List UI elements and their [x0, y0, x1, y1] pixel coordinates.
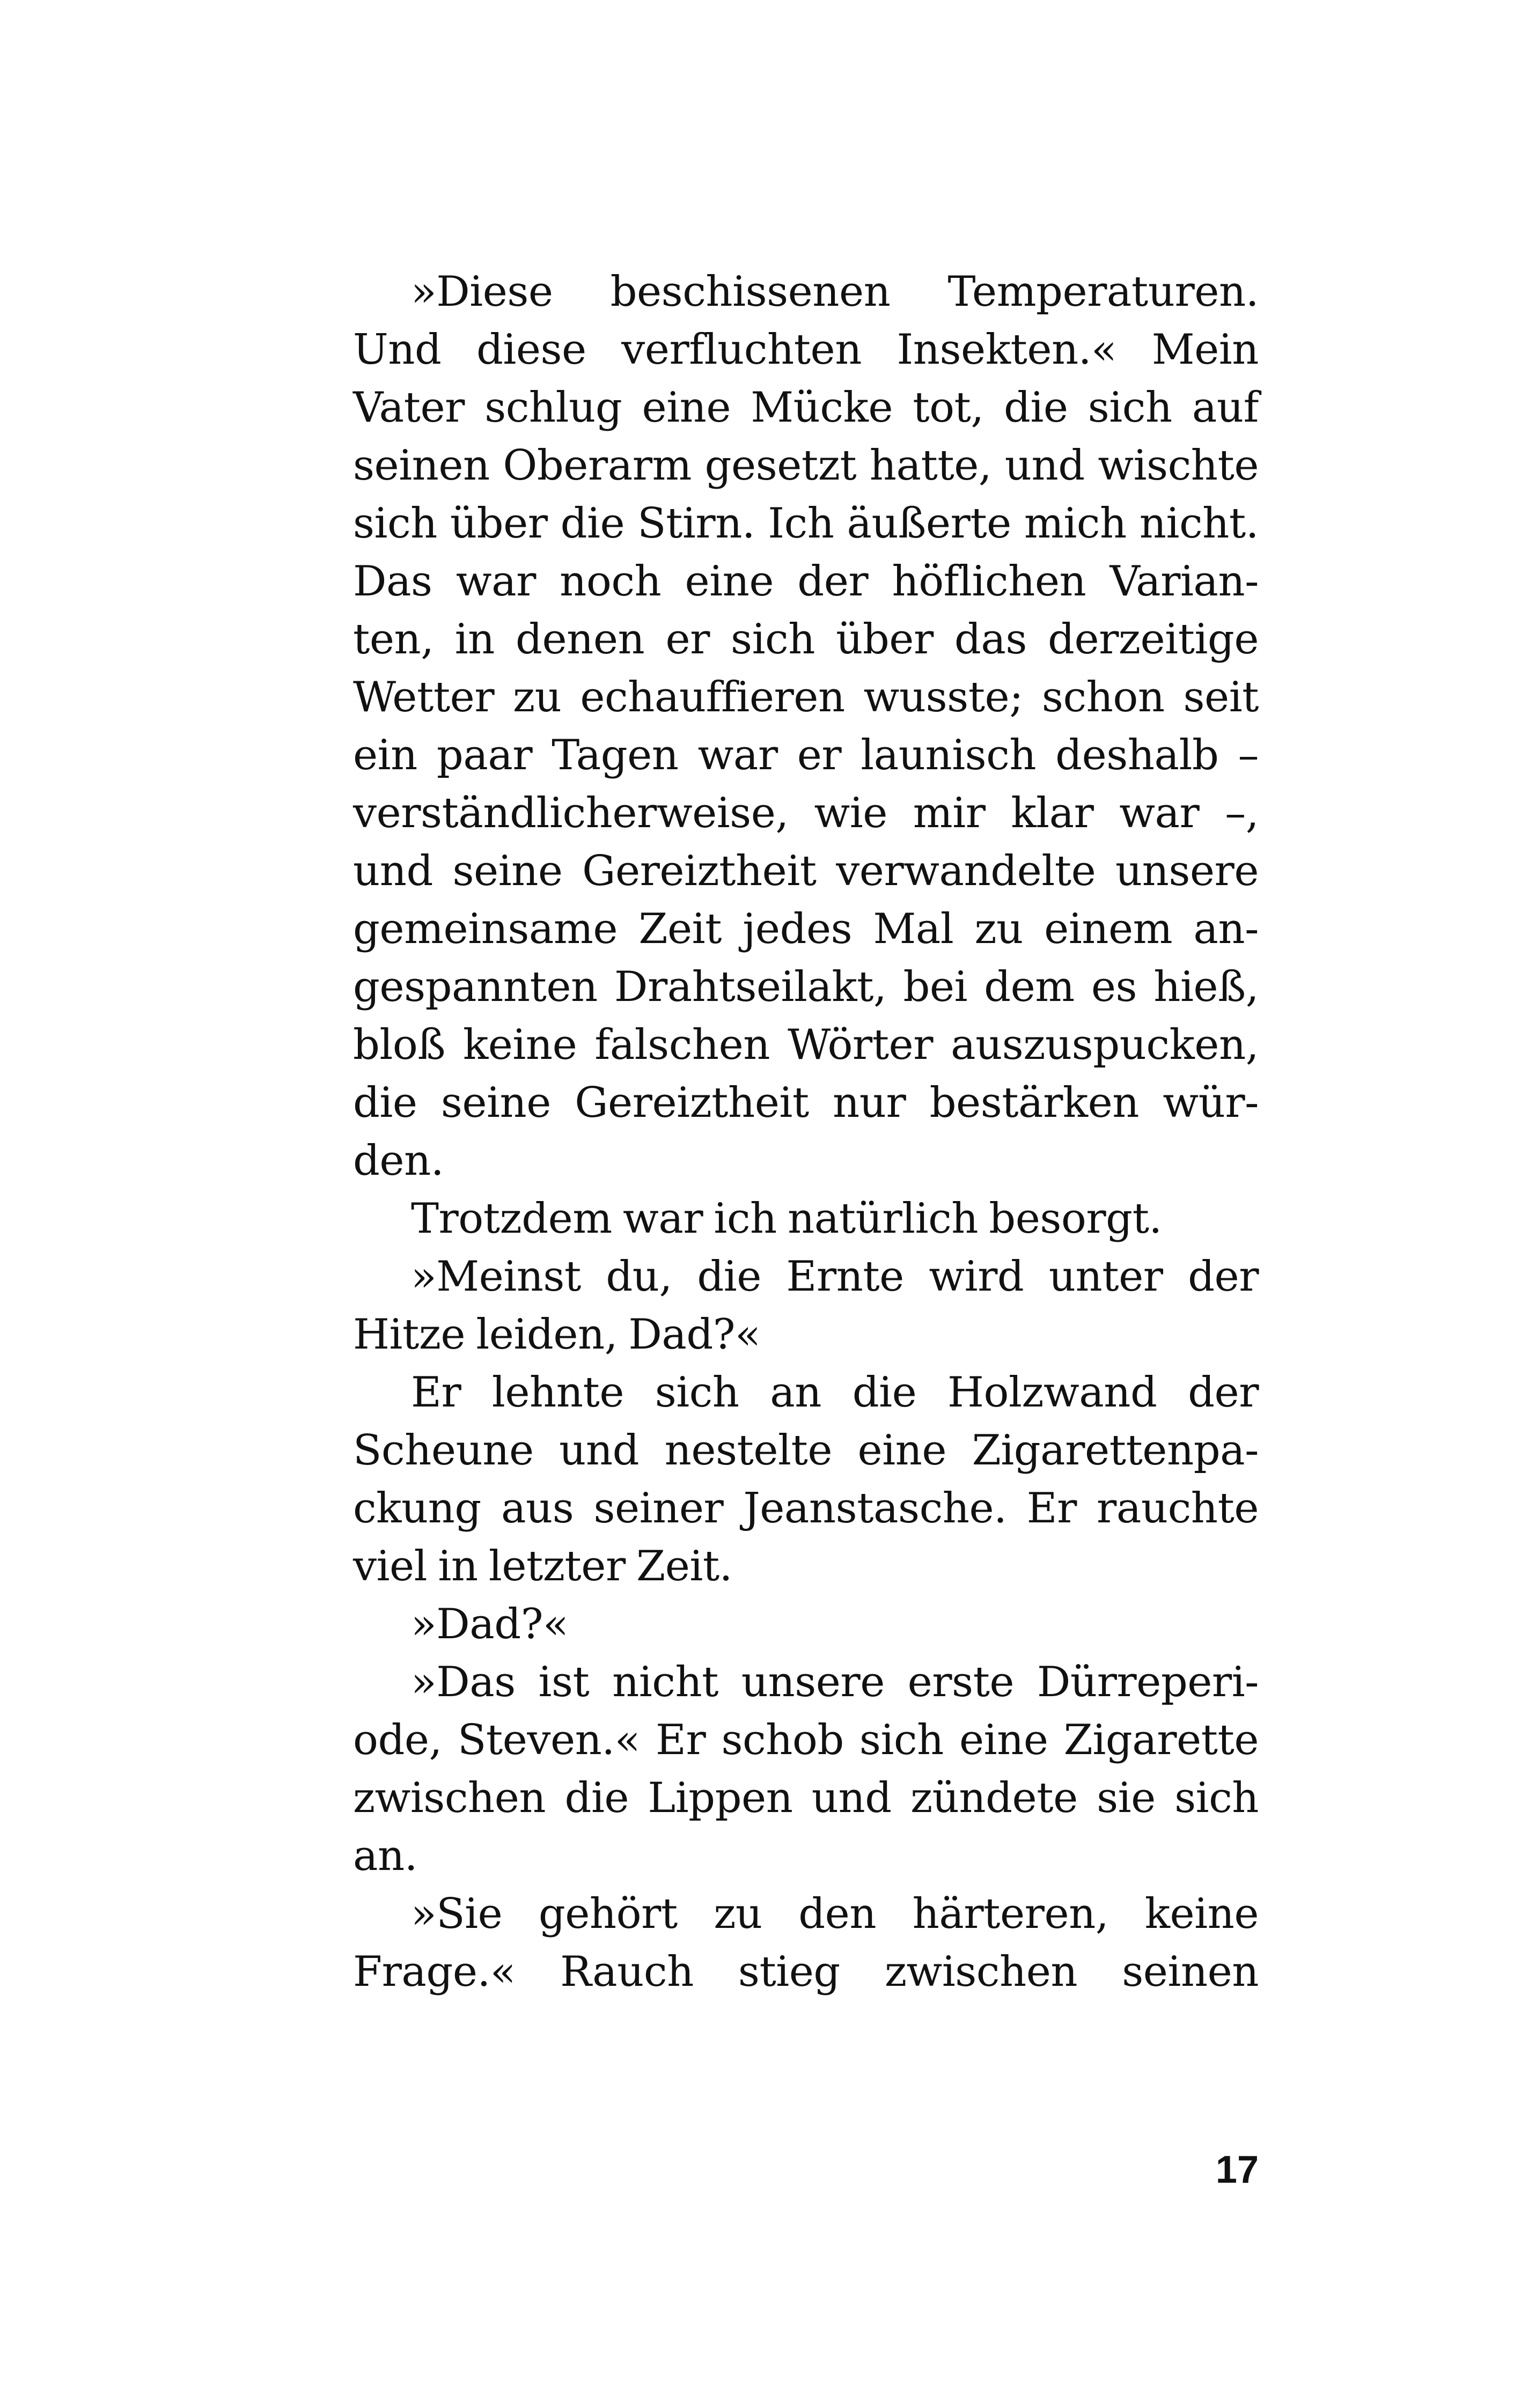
text-line: sich über die Stirn. Ich äußerte mich nicht. — [353, 499, 1259, 548]
text-line: »Meinst du, die Ernte wird unter der — [411, 1253, 1259, 1301]
body-text — [353, 263, 1259, 2001]
text-line: ode, Steven.« Er schob sich eine Zigarette — [353, 1716, 1259, 1764]
text-line: ten, in denen er sich über das derzeitige — [353, 615, 1259, 664]
text-line: verständlicherweise, wie mir klar war –, — [353, 789, 1259, 837]
text-line: an. — [353, 1832, 418, 1880]
text-line: gemeinsame Zeit jedes Mal zu einem an- — [353, 905, 1259, 953]
text-line: ein paar Tagen war er launisch deshalb – — [353, 731, 1259, 779]
text-line: Wetter zu echauffieren wusste; schon seit — [353, 673, 1259, 721]
text-line: die seine Gereiztheit nur bestärken wür- — [353, 1079, 1259, 1127]
page-number: 17 — [1215, 2148, 1259, 2191]
text-line: »Diese beschissenen Temperaturen. — [411, 268, 1259, 316]
text-line: und seine Gereiztheit verwandelte unsere — [353, 847, 1259, 895]
text-line: gespannten Drahtseilakt, bei dem es hieß, — [353, 963, 1259, 1011]
text-line: bloß keine falschen Wörter auszuspucken, — [353, 1021, 1259, 1069]
text-line: Frage.« Rauch stieg zwischen seinen — [353, 1948, 1259, 1996]
text-line: Hitze leiden, Dad?« — [353, 1310, 761, 1359]
text-line: »Sie gehört zu den härteren, keine — [411, 1890, 1259, 1938]
text-line: »Das ist nicht unsere erste Dürreperi- — [411, 1658, 1259, 1706]
text-line: zwischen die Lippen und zündete sie sich — [353, 1774, 1259, 1822]
text-line: Er lehnte sich an die Holzwand der — [411, 1368, 1259, 1417]
text-line: viel in letzter Zeit. — [353, 1542, 732, 1590]
text-line: seinen Oberarm gesetzt hatte, und wischte — [353, 441, 1259, 490]
text-line: Scheune und nestelte eine Zigarettenpa- — [353, 1426, 1259, 1475]
text-line: Das war noch eine der höflichen Varian- — [353, 557, 1259, 606]
text-line: Und diese verfluchten Insekten.« Mein — [353, 326, 1259, 374]
text-line: den. — [353, 1137, 444, 1185]
text-line: Vater schlug eine Mücke tot, die sich auf — [353, 384, 1259, 432]
text-line: ckung aus seiner Jeanstasche. Er rauchte — [353, 1484, 1259, 1533]
text-line: Trotzdem war ich natürlich besorgt. — [411, 1195, 1162, 1243]
text-line: »Dad?« — [411, 1600, 569, 1648]
